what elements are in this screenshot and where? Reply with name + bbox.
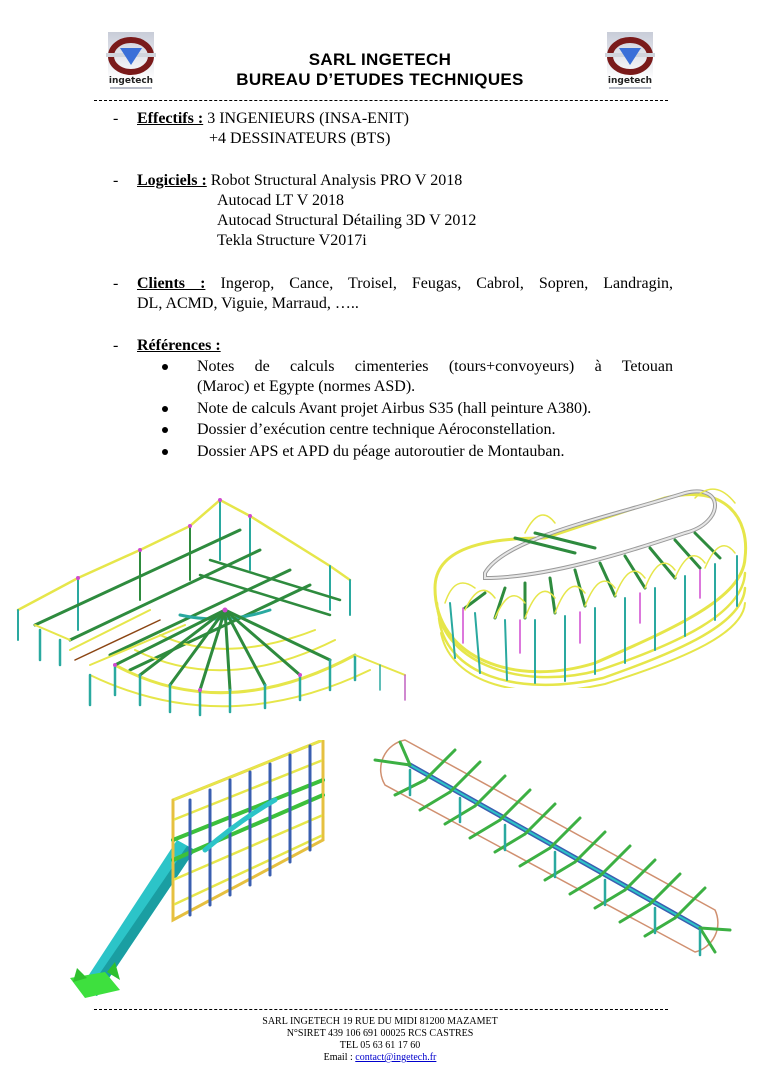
logiciels-label: Logiciels : xyxy=(137,172,207,189)
clients-line-2: DL, ACMD, Viguie, Marraud, ….. xyxy=(137,295,359,312)
bullet-icon xyxy=(162,364,168,370)
reference-item-2: Note de calculs Avant projet Airbus S35 (hall peinture A380). xyxy=(197,400,592,417)
svg-text:ingetech: ingetech xyxy=(108,76,154,86)
company-subtitle-heading: BUREAU D’ETUDES TECHNIQUES xyxy=(236,70,524,89)
clients-label: Clients : xyxy=(137,275,206,292)
company-logo-left xyxy=(96,32,166,94)
reference-item-1-line-1: Notes de calculs cimenteries (tours+convoyeurs) à Tetouan xyxy=(197,358,673,375)
references-label: Références : xyxy=(137,337,221,354)
header-divider xyxy=(94,100,668,101)
reference-item-1-line-2: (Maroc) et Egypte (normes ASD). xyxy=(197,378,416,395)
logiciels-line-1 xyxy=(137,171,462,191)
reference-item-3: Dossier d’exécution centre technique Aéroconstellation. xyxy=(197,421,556,438)
effectifs-line-1 xyxy=(137,109,409,129)
effectifs-label: Effectifs : xyxy=(137,110,204,127)
company-logo-right xyxy=(595,32,665,94)
logiciels-line-2: Autocad LT V 2018 xyxy=(217,192,344,209)
list-dash: - xyxy=(113,337,119,354)
list-dash: - xyxy=(113,172,119,189)
bullet-icon xyxy=(162,406,168,412)
list-dash: - xyxy=(113,275,119,292)
footer-address: SARL INGETECH 19 RUE DU MIDI 81200 MAZAMET xyxy=(262,1016,498,1027)
company-name-heading: SARL INGETECH xyxy=(308,50,452,69)
effectifs-value: 3 INGENIEURS (INSA-ENIT) xyxy=(207,110,409,127)
svg-text:ingetech: ingetech xyxy=(607,76,653,86)
footer-phone: TEL 05 63 61 17 60 xyxy=(339,1040,421,1051)
logiciels-value: Robot Structural Analysis PRO V 2018 xyxy=(210,172,463,189)
email-link[interactable]: contact@ingetech.fr xyxy=(355,1052,437,1063)
bullet-icon xyxy=(162,427,168,433)
oval-stadium-frame-model xyxy=(425,478,755,688)
effectifs-line-2: +4 DESSINATEURS (BTS) xyxy=(209,130,391,147)
footer-email-label: Email : xyxy=(323,1052,356,1063)
bullet-icon xyxy=(162,449,168,455)
elongated-canopy-model xyxy=(355,730,755,980)
footer-siret: N°SIRET 439 106 691 00025 RCS CASTRES xyxy=(286,1028,474,1039)
logiciels-line-3: Autocad Structural Détailing 3D V 2012 xyxy=(217,212,477,229)
footer-email-line xyxy=(180,1052,580,1064)
clients-value: Ingerop, Cance, Troisel, Feugas, Cabrol, Sopren, Landragin, xyxy=(220,275,674,292)
clients-line-1 xyxy=(137,274,673,294)
footer-divider xyxy=(94,1009,668,1010)
reference-item-4: Dossier APS et APD du péage autoroutier de Montauban. xyxy=(197,443,565,460)
billboard-structure-model xyxy=(65,740,335,1002)
steel-frame-hall-model xyxy=(10,490,420,720)
list-dash: - xyxy=(113,110,119,127)
logiciels-line-4: Tekla Structure V2017i xyxy=(217,232,367,249)
